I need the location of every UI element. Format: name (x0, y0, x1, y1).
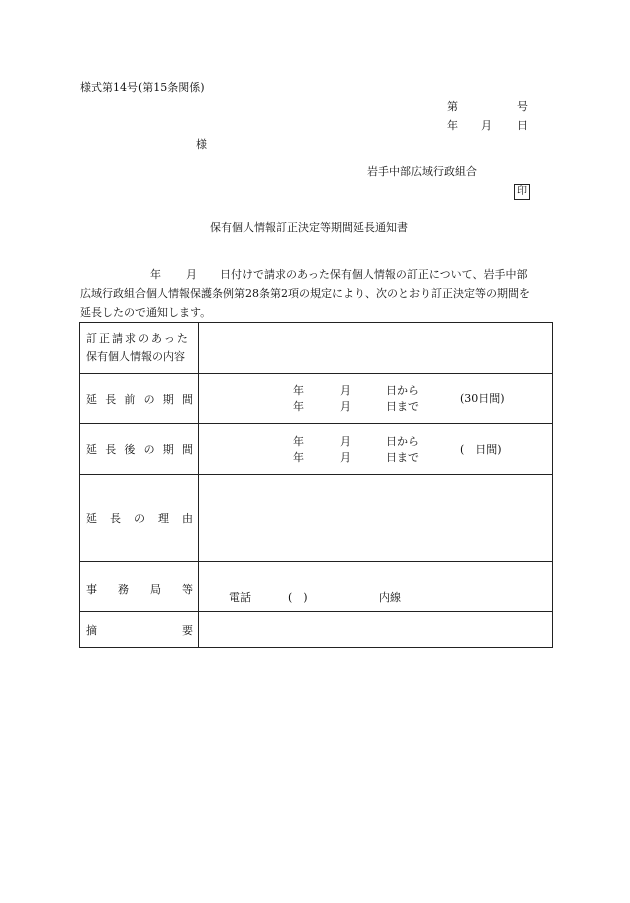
extension-label: 内線 (379, 591, 401, 604)
doc-no-suffix: 号 (517, 100, 528, 113)
body-date-year: 年 (150, 268, 161, 281)
after-to-month: 月 (340, 451, 351, 464)
form-table (79, 322, 553, 648)
label-remarks-left: 摘 (86, 623, 97, 637)
issuer-name: 岩手中部広域行政組合 (367, 165, 477, 178)
doc-no-prefix: 第 (447, 100, 458, 113)
after-to-day: 日まで (386, 451, 419, 464)
after-days: ( 日間) (460, 443, 502, 456)
issue-date-month: 月 (481, 119, 492, 132)
after-to-year: 年 (293, 451, 304, 464)
label-content-line-1: 訂正請求のあった (86, 332, 190, 345)
before-days: (30日間) (460, 392, 505, 405)
body-line-1 (80, 265, 556, 284)
body-date-month: 月 (186, 268, 197, 281)
label-period-before-text: 延 長 前 の 期 間 (86, 392, 193, 406)
document-title: 保有個人情報訂正決定等期間延長通知書 (210, 221, 408, 234)
label-period-before (80, 374, 199, 424)
issue-date-day: 日 (517, 119, 528, 132)
after-from-year: 年 (293, 435, 304, 448)
after-from-day: 日から (386, 435, 419, 448)
phone-label: 電話 (229, 591, 251, 604)
before-from-year: 年 (293, 384, 304, 397)
after-from-month: 月 (340, 435, 351, 448)
value-remarks[interactable] (199, 612, 553, 648)
addressee-suffix: 様 (196, 138, 207, 151)
row-period-after (80, 424, 553, 475)
value-content[interactable] (199, 323, 553, 374)
before-from-month: 月 (340, 384, 351, 397)
row-content (80, 323, 553, 374)
value-period-after[interactable] (199, 424, 553, 475)
label-remarks (80, 612, 199, 648)
row-period-before (80, 374, 553, 424)
label-reason (80, 475, 199, 562)
label-remarks-right: 要 (182, 623, 193, 637)
body-paragraph (80, 265, 556, 322)
before-to-year: 年 (293, 400, 304, 413)
value-office[interactable] (199, 562, 553, 612)
label-content (80, 323, 199, 374)
seal-mark: 印 (514, 184, 530, 200)
phone-area-parens: ( ) (288, 591, 308, 604)
body-line-3: 延長したので通知します。 (80, 306, 212, 319)
row-office (80, 562, 553, 612)
before-from-day: 日から (386, 384, 419, 397)
label-reason-text: 延 長 の 理 由 (86, 512, 193, 525)
label-period-after-text: 延 長 後 の 期 間 (86, 443, 193, 456)
label-period-after (80, 424, 199, 475)
label-office-text: 事 務 局 等 (86, 583, 193, 596)
value-reason[interactable] (199, 475, 553, 562)
before-to-month: 月 (340, 400, 351, 413)
label-office (80, 562, 199, 612)
body-line-1-text: 日付けで請求のあった保有個人情報の訂正について、岩手中部 (220, 268, 528, 281)
before-to-day: 日まで (386, 400, 419, 413)
form-number: 様式第14号(第15条関係) (80, 81, 205, 94)
value-period-before[interactable] (199, 374, 553, 424)
issue-date-year: 年 (447, 119, 458, 132)
label-content-line-2: 保有個人情報の内容 (86, 350, 185, 363)
row-remarks (80, 612, 553, 648)
row-reason (80, 475, 553, 562)
body-line-2: 広域行政組合個人情報保護条例第28条第2項の規定により、次のとおり訂正決定等の期間を (80, 287, 530, 300)
